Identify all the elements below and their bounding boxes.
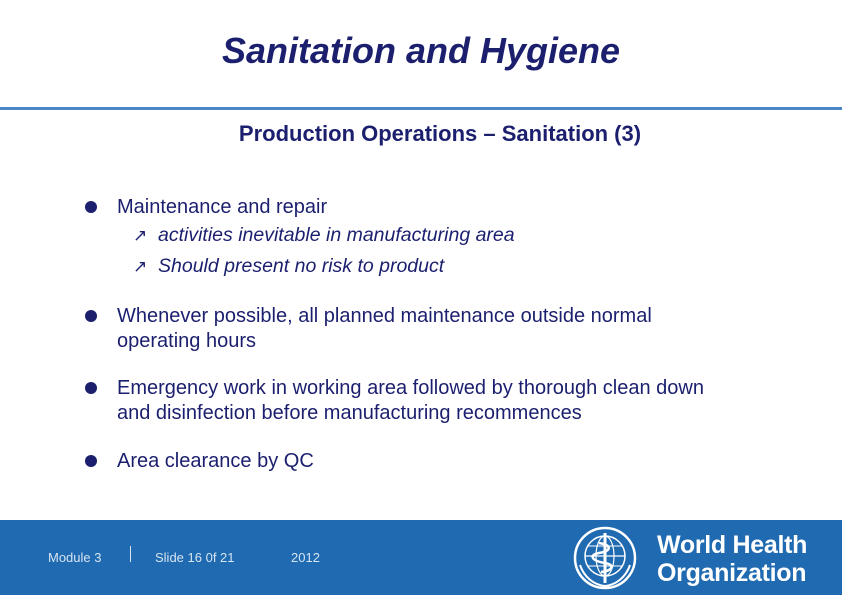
bullet-text-line: Whenever possible, all planned maintenance outside normal [117, 305, 652, 327]
bullet-icon [85, 201, 97, 213]
org-line-2: Organization [657, 559, 807, 587]
arrow-icon: ↗ [133, 257, 148, 276]
bullet-icon [85, 455, 97, 467]
sub-bullet-item [83, 220, 803, 251]
slide-number: Slide 16 0f 21 [155, 550, 235, 565]
slide-subtitle: Production Operations – Sanitation (3) [238, 121, 642, 146]
bullet-text-line: Emergency work in working area followed by thorough clean down [117, 377, 704, 399]
org-line-1: World Health [657, 531, 808, 559]
slide-title: Sanitation and Hygiene [221, 30, 621, 71]
bullet-item [83, 304, 803, 354]
who-emblem-icon [572, 525, 638, 591]
bullet-text: Maintenance and repair [117, 196, 328, 218]
arrow-icon: ↗ [133, 226, 148, 245]
footer-bar [0, 520, 842, 595]
bullet-item [83, 449, 803, 474]
bullet-text-line: operating hours [117, 330, 256, 352]
title-divider [0, 107, 842, 110]
bullet-text: Area clearance by QC [117, 450, 314, 472]
sub-bullet-item [83, 251, 803, 282]
bullet-item [83, 195, 803, 220]
year-label: 2012 [291, 550, 320, 565]
footer-separator [130, 546, 131, 562]
bullet-item [83, 376, 803, 426]
sub-bullet-text: activities inevitable in manufacturing area [158, 224, 515, 246]
sub-bullet-text: Should present no risk to product [158, 255, 445, 277]
module-label: Module 3 [48, 550, 102, 565]
bullet-icon [85, 310, 97, 322]
bullet-list [83, 195, 803, 474]
bullet-icon [85, 382, 97, 394]
bullet-text-line: and disinfection before manufacturing recommences [117, 402, 582, 424]
who-wordmark [657, 531, 807, 587]
